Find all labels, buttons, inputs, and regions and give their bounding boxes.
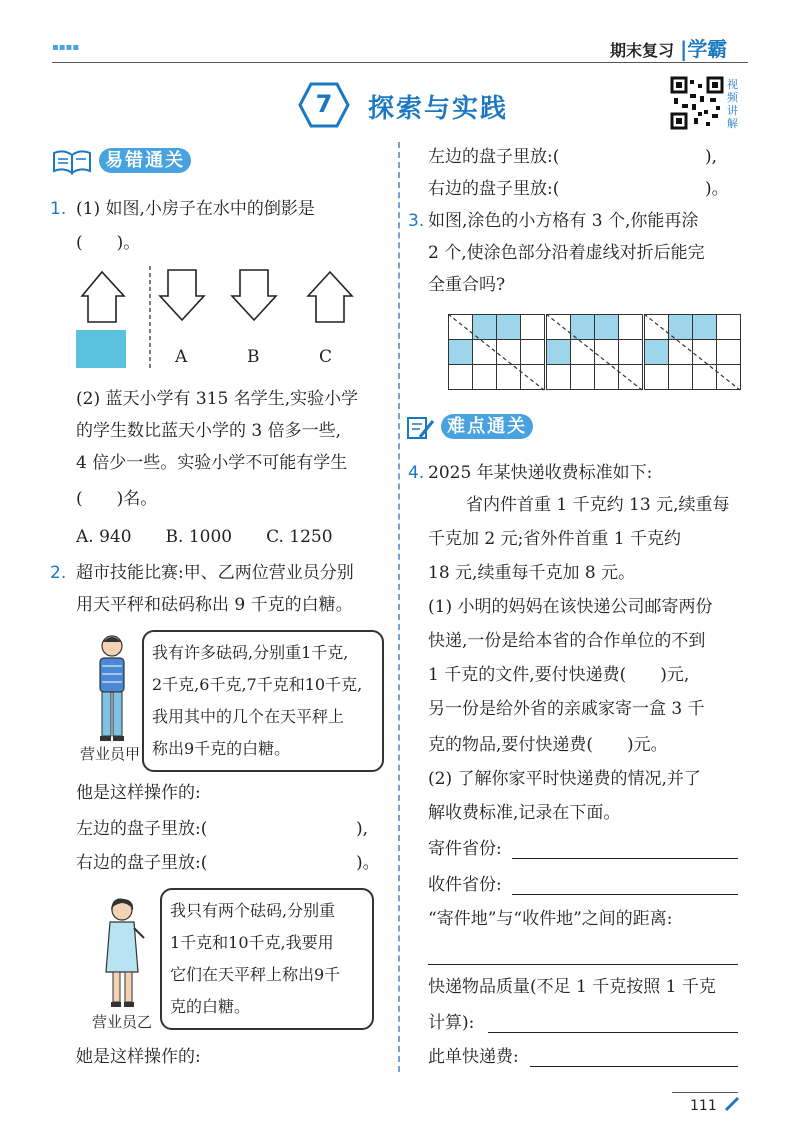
right-plate-b-end: )。 xyxy=(705,179,729,199)
clerk-a-figure xyxy=(90,632,136,748)
footer-rule xyxy=(672,1092,738,1093)
easy-mistakes-header xyxy=(52,146,191,175)
q1-part2-line2: 的学生数比蓝天小学的 3 倍多一些, xyxy=(76,421,342,441)
fold-line-icon xyxy=(448,314,548,392)
easy-mistakes-title: 易错通关 xyxy=(99,148,191,173)
clerk-b-label: 营业员乙 xyxy=(92,1013,153,1031)
grid-3 xyxy=(644,314,741,390)
speech-a-line3: 我用其中的几个在天平秤上 xyxy=(152,707,345,726)
q2-line2: 用天平秤和砝码称出 9 千克的白糖。 xyxy=(76,595,353,615)
q1-number: 1. xyxy=(50,199,67,219)
header-rule xyxy=(52,62,748,63)
q4-line2: 省内件首重 1 千克约 13 元,续重每 xyxy=(466,495,730,515)
q4-part2-line2: 解收费标准,记录在下面。 xyxy=(428,803,621,823)
speech-b-line3: 它们在天平秤上称出9千 xyxy=(170,965,341,984)
option-a-label: A xyxy=(175,347,188,367)
weight-label-line2: 计算): xyxy=(428,1013,475,1033)
clerk-a-speech xyxy=(142,630,384,772)
weight-field[interactable] xyxy=(488,1012,738,1033)
q4-part1-line4: 另一份是给外省的亲戚家寄一盒 3 千 xyxy=(428,699,705,719)
column-divider xyxy=(398,142,400,1072)
recv-province-field[interactable] xyxy=(512,874,738,895)
right-plate-b: 右边的盘子里放:( xyxy=(428,179,560,199)
q4-line3: 千克加 2 元;省外件首重 1 千克约 xyxy=(428,529,681,549)
unit-number: 7 xyxy=(315,90,333,118)
q1-choices: A. 940 B. 1000 C. 1250 xyxy=(76,527,333,547)
notepad-pencil-icon xyxy=(406,415,436,441)
q1-part2-line4: ( )名。 xyxy=(76,489,158,509)
speech-a-line1: 我有许多砝码,分别重1千克, xyxy=(152,643,349,662)
brand-logo: |学霸 xyxy=(680,37,728,61)
q4-line1: 2025 年某快递收费标准如下: xyxy=(428,463,653,483)
open-book-icon xyxy=(52,149,94,175)
left-plate-a-end: ), xyxy=(356,819,369,839)
recv-province-label: 收件省份: xyxy=(428,875,502,895)
q4-part1-line1: (1) 小明的妈妈在该快递公司邮寄两份 xyxy=(428,597,713,617)
book-series: 期末复习 xyxy=(610,41,675,60)
fold-line-icon xyxy=(644,314,744,392)
speech-a-line4: 称出9千克的白糖。 xyxy=(152,739,291,758)
corner-marks: ▪▪▪▪ xyxy=(52,42,80,53)
she-did-line: 她是这样操作的: xyxy=(76,1047,201,1067)
right-plate-a-end: )。 xyxy=(356,853,380,873)
weight-label-line1: 快递物品质量(不足 1 千克按照 1 千克 xyxy=(428,977,716,997)
grid-2 xyxy=(546,314,643,390)
send-province-field[interactable] xyxy=(512,838,738,859)
woman-icon xyxy=(100,896,148,1012)
q2-line1: 超市技能比赛:甲、乙两位营业员分别 xyxy=(76,563,354,583)
pencil-icon xyxy=(724,1096,740,1116)
q2-number: 2. xyxy=(50,563,67,583)
unit-badge xyxy=(298,82,350,128)
q3-line1: 如图,涂色的小方格有 3 个,你能再涂 xyxy=(428,211,699,231)
page-number: 111 xyxy=(690,1098,717,1114)
q1-part2-line3: 4 倍少一些。实验小学不可能有学生 xyxy=(76,453,348,473)
left-plate-b: 左边的盘子里放:( xyxy=(428,147,560,167)
qr-code-icon xyxy=(670,76,724,130)
distance-label: “寄件地”与“收件地”之间的距离: xyxy=(428,909,673,929)
q1-part1-line2: ( )。 xyxy=(76,233,141,253)
fee-field[interactable] xyxy=(530,1046,738,1067)
q4-part1-line2: 快递,一份是给本省的合作单位的不到 xyxy=(428,631,706,651)
page-title: 探索与实践 xyxy=(368,94,509,124)
man-icon xyxy=(90,632,136,744)
hard-points-header xyxy=(406,412,533,441)
q4-number: 4. xyxy=(408,463,425,483)
clerk-b-speech xyxy=(160,888,374,1030)
hard-points-title: 难点通关 xyxy=(441,414,533,439)
speech-b-line2: 1千克和10千克,我要用 xyxy=(170,933,334,952)
option-c-label: C xyxy=(319,347,333,367)
speech-b-line1: 我只有两个砝码,分别重 xyxy=(170,901,336,920)
q4-part1-line3: 1 千克的文件,要付快递费( )元, xyxy=(428,665,690,685)
q4-line4: 18 元,续重每千克加 8 元。 xyxy=(428,563,636,583)
q1-part1-line1: (1) 如图,小房子在水中的倒影是 xyxy=(76,199,315,219)
left-plate-a: 左边的盘子里放:( xyxy=(76,819,208,839)
fee-label: 此单快递费: xyxy=(428,1047,519,1067)
speech-b-line4: 克的白糖。 xyxy=(170,997,251,1016)
q3-line3: 全重合吗? xyxy=(428,275,506,295)
qr-code[interactable] xyxy=(670,76,724,130)
clerk-a-label: 营业员甲 xyxy=(80,745,141,763)
brand-text: 学霸 xyxy=(687,37,728,61)
fold-line-icon xyxy=(546,314,646,392)
speech-a-line2: 2千克,6千克,7千克和10千克, xyxy=(152,675,363,694)
send-province-label: 寄件省份: xyxy=(428,839,502,859)
q4-part2-line1: (2) 了解你家平时快递费的情况,并了 xyxy=(428,769,701,789)
q3-line2: 2 个,使涂色部分沿着虚线对折后能完 xyxy=(428,243,705,263)
q4-part1-line5: 克的物品,要付快递费( )元。 xyxy=(428,735,668,755)
q3-number: 3. xyxy=(408,211,425,231)
q1-part2-line1: (2) 蓝天小学有 315 名学生,实验小学 xyxy=(76,389,359,409)
distance-field[interactable] xyxy=(428,944,738,965)
left-plate-b-end: ), xyxy=(705,147,718,167)
he-did-line: 他是这样操作的: xyxy=(76,783,201,803)
clerk-b-figure xyxy=(100,896,148,1016)
grid-1 xyxy=(448,314,545,390)
qr-caption: 视频讲解 xyxy=(727,78,738,130)
option-b-label: B xyxy=(247,347,260,367)
right-plate-a: 右边的盘子里放:( xyxy=(76,853,208,873)
